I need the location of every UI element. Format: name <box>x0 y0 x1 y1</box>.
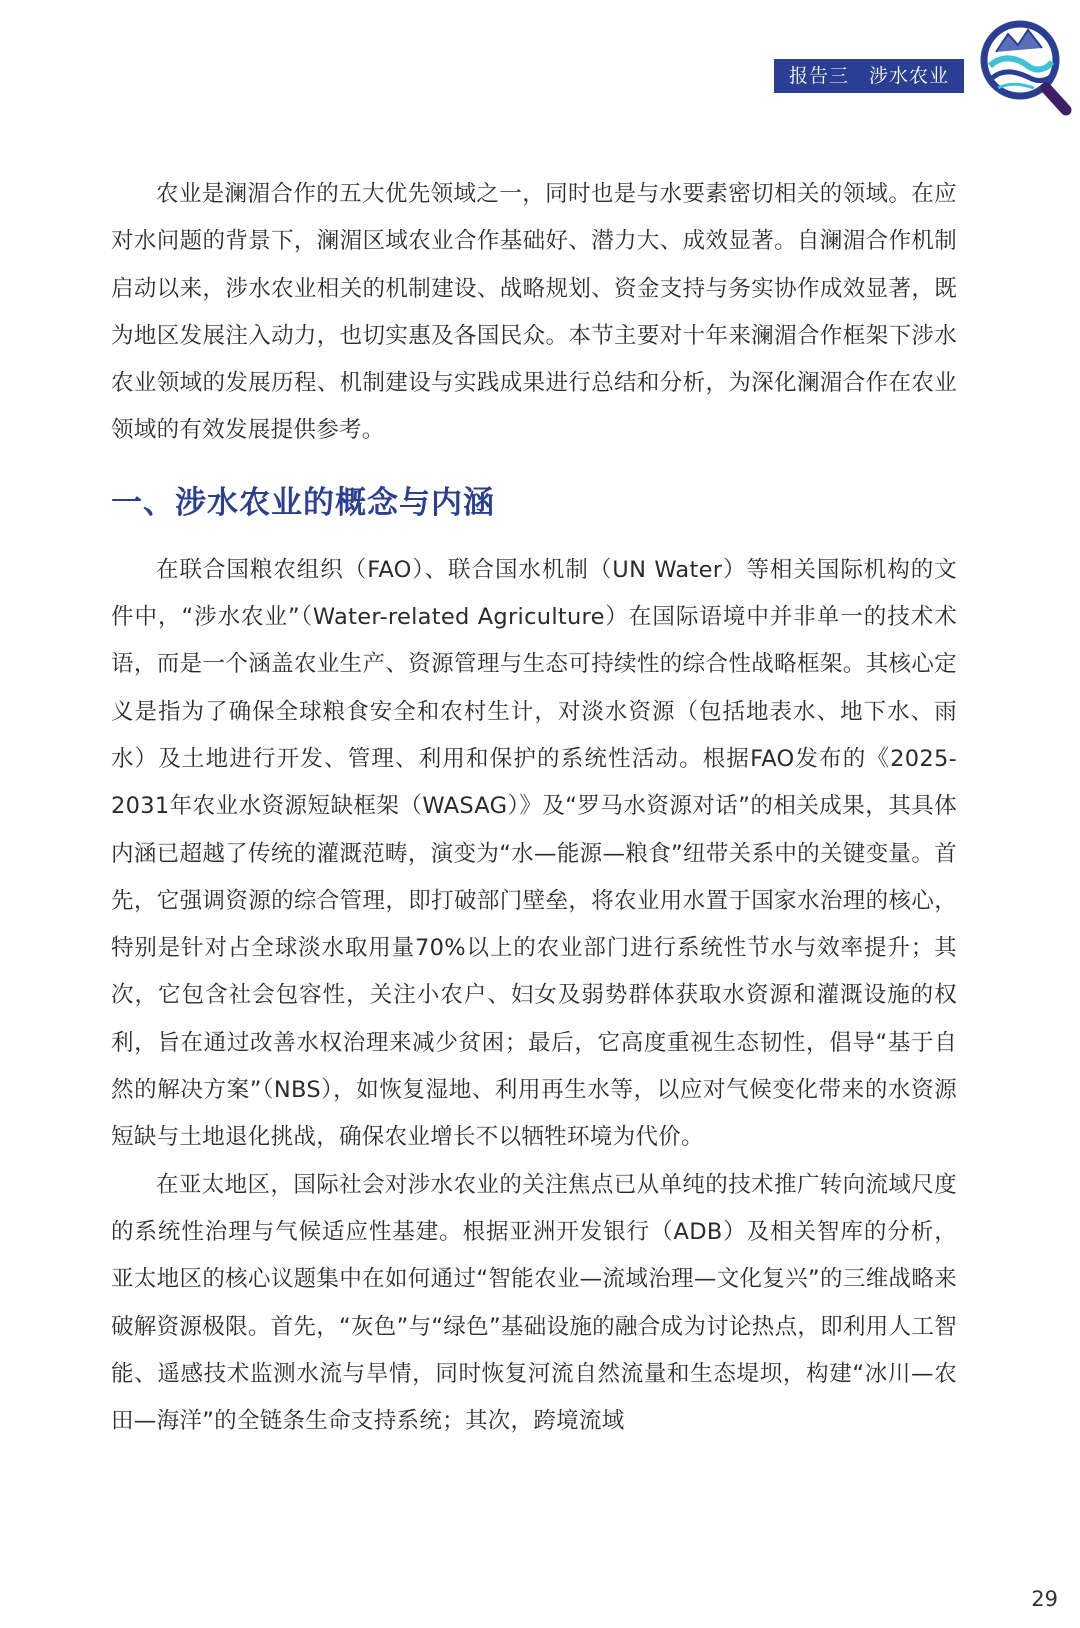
body-paragraph-1: 在联合国粮农组织（FAO）、联合国水机制（UN Water）等相关国际机构的文件中，“涉水农业”（Water-related Agriculture）在国际语境中并非单一的技术术语，而是一个涵盖农业生产、资源管理与生态可持续性的综合性战略框架。其核心定义是指为了确保全球粮食安全和农村生计，对淡水资源（包括地表水、地下水、雨水）及土地进行开发、管理、利用和保护的系统性活动。根据FAO发布的《2025-2031年农业水资源短缺框架（WASAG）》及“罗马水资源对话”的相关成果，其具体内涵已超越了传统的灌溉范畴，演变为“水—能源—粮食”纽带关系中的关键变量。首先，它强调资源的综合管理，即打破部门壁垒，将农业用水置于国家水治理的核心，特别是针对占全球淡水取用量70%以上的农业部门进行系统性节水与效率提升；其次，它包含社会包容性，关注小农户、妇女及弱势群体获取水资源和灌溉设施的权利，旨在通过改善水权治理来减少贫困；最后，它高度重视生态韧性，倡导“基于自然的解决方案”（NBS），如恢复湿地、利用再生水等，以应对气候变化带来的水资源短缺与土地退化挑战，确保农业增长不以牺牲环境为代价。 <box>111 556 957 1151</box>
magnifier-wave-logo-icon <box>978 18 1074 118</box>
body-paragraph-2: 在亚太地区，国际社会对涉水农业的关注焦点已从单纯的技术推广转向流域尺度的系统性治理与气候适应性基建。根据亚洲开发银行（ADB）及相关智库的分析，亚太地区的核心议题集中在如何通过“智能农业—流域治理—文化复兴”的三维战略来破解资源极限。首先，“灰色”与“绿色”基础设施的融合成为讨论热点，即利用人工智能、遥感技术监测水流与旱情，同时恢复河流自然流量和生态堤坝，构建“冰川—农田—海洋”的全链条生命支持系统；其次，跨境流域 <box>111 1171 957 1435</box>
section-title: 一、涉水农业的概念与内涵 <box>111 484 495 521</box>
report-section-tag: 报告三 涉水农业 <box>774 59 964 93</box>
page-number: 29 <box>1031 1587 1058 1611</box>
report-body <box>111 171 957 1445</box>
intro-paragraph: 农业是澜湄合作的五大优先领域之一，同时也是与水要素密切相关的领域。在应对水问题的背景下，澜湄区域农业合作基础好、潜力大、成效显著。自澜湄合作机制启动以来，涉水农业相关的机制建设、战略规划、资金支持与务实协作成效显著，既为地区发展注入动力，也切实惠及各国民众。本节主要对十年来澜湄合作框架下涉水农业领域的发展历程、机制建设与实践成果进行总结和分析，为深化澜湄合作在农业领域的有效发展提供参考。 <box>111 181 957 444</box>
